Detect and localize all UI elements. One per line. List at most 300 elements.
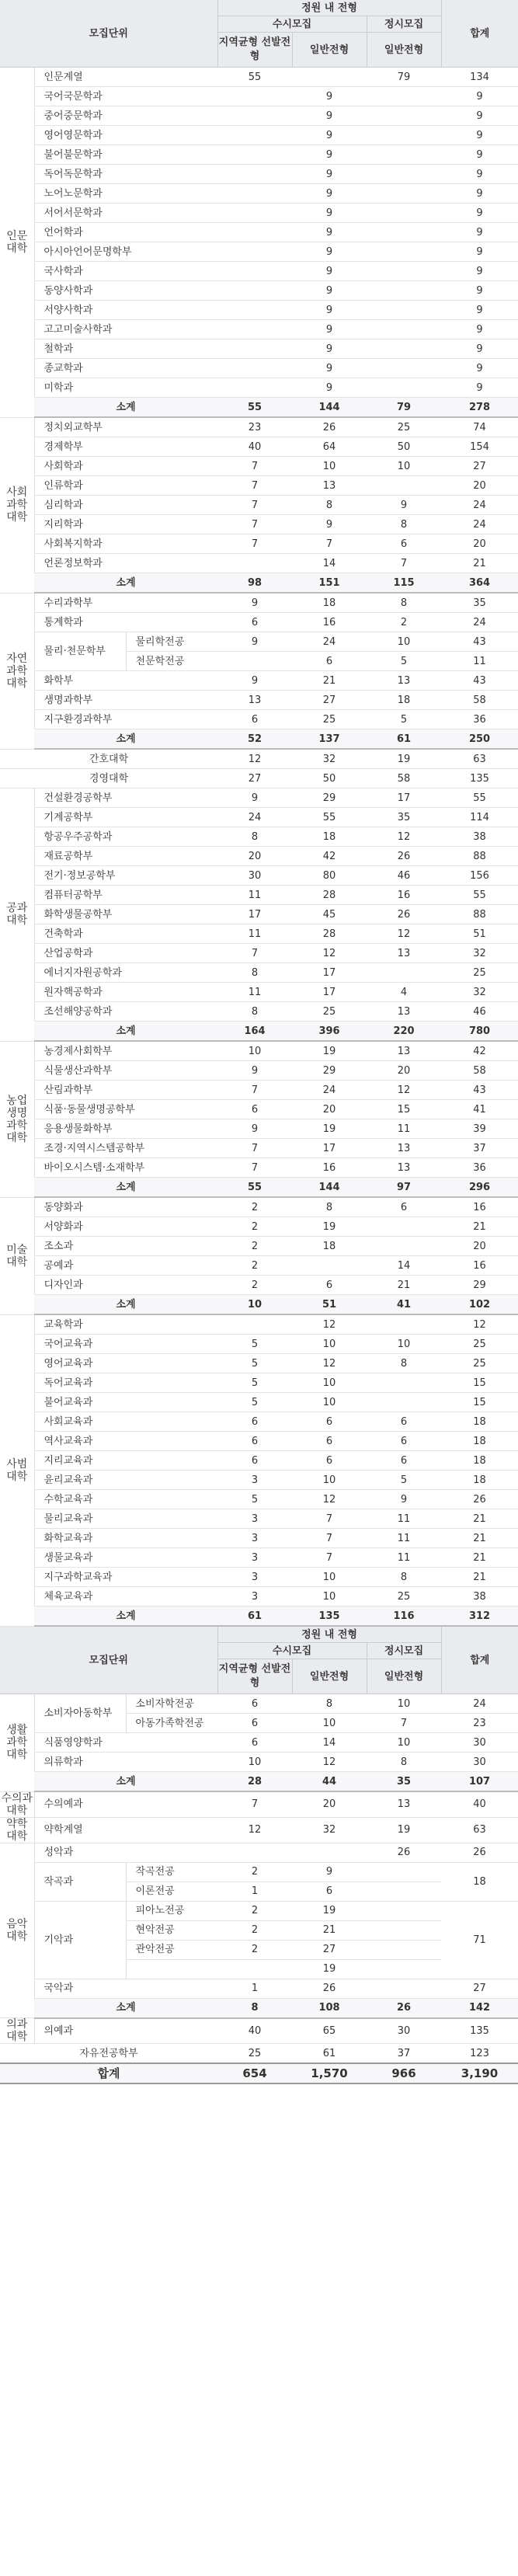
dept-name: 성악과 — [34, 1843, 217, 1862]
quota-cell: 1,570 — [292, 2063, 367, 2083]
dept-name: 원자핵공학과 — [34, 983, 217, 1002]
quota-cell: 137 — [292, 729, 367, 750]
quota-cell: 14 — [367, 1256, 441, 1276]
quota-cell — [217, 165, 292, 184]
dept-name: 지리학과 — [34, 515, 217, 534]
dept-name: 중어중문학과 — [34, 106, 217, 126]
quota-cell: 2 — [217, 1901, 292, 1920]
dept-row — [0, 301, 518, 320]
quota-cell — [217, 126, 292, 145]
total-cell: 88 — [441, 847, 518, 866]
quota-cell: 10 — [292, 1568, 367, 1587]
quota-cell: 2 — [217, 1217, 292, 1237]
quota-cell: 65 — [292, 2018, 367, 2044]
quota-cell: 20 — [367, 1061, 441, 1081]
quota-cell — [367, 378, 441, 398]
quota-cell: 12 — [292, 1354, 367, 1373]
dept-row — [0, 2044, 518, 2064]
total-cell: 156 — [441, 866, 518, 886]
major-name: 피아노전공 — [126, 1901, 217, 1920]
dept-name: 고고미술사학과 — [34, 320, 217, 339]
total-cell: 43 — [441, 632, 518, 652]
total-cell: 38 — [441, 1587, 518, 1607]
quota-cell: 3 — [217, 1471, 292, 1490]
quota-cell: 12 — [367, 924, 441, 944]
quota-cell: 26 — [292, 1979, 367, 1998]
total-cell: 63 — [441, 1817, 518, 1843]
total-cell: 134 — [441, 68, 518, 87]
quota-cell: 27 — [217, 769, 292, 788]
subtotal-row — [0, 398, 518, 418]
total-cell: 16 — [441, 1256, 518, 1276]
total-cell: 74 — [441, 417, 518, 437]
quota-cell — [367, 476, 441, 496]
dept-row — [0, 1694, 518, 1714]
total-cell: 51 — [441, 924, 518, 944]
dept-name: 역사교육과 — [34, 1432, 217, 1451]
dept-row — [0, 886, 518, 905]
quota-cell: 6 — [292, 1276, 367, 1295]
quota-cell — [217, 320, 292, 339]
quota-cell: 6 — [367, 1432, 441, 1451]
quota-cell: 19 — [292, 1217, 367, 1237]
quota-cell: 35 — [367, 1772, 441, 1792]
dept-row — [0, 1002, 518, 1022]
total-cell: 20 — [441, 1237, 518, 1256]
quota-cell — [367, 1862, 441, 1882]
dept-row — [0, 1451, 518, 1471]
quota-cell — [367, 359, 441, 378]
quota-cell — [367, 1217, 441, 1237]
quota-cell: 21 — [292, 1920, 367, 1940]
dept-row — [0, 1548, 518, 1568]
dept-name: 생물교육과 — [34, 1548, 217, 1568]
quota-cell — [217, 652, 292, 671]
total-cell: 18 — [441, 1451, 518, 1471]
dept-row — [0, 68, 518, 87]
quota-cell: 12 — [292, 944, 367, 963]
dept-row — [0, 281, 518, 301]
quota-cell — [217, 378, 292, 398]
header-regional: 지역균형 선발전형 — [217, 33, 292, 68]
dept-row — [0, 1373, 518, 1393]
header-general: 일반전형 — [292, 1659, 367, 1694]
total-cell: 114 — [441, 808, 518, 827]
college-name: 자연 과학 대학 — [0, 593, 34, 749]
quota-cell — [367, 223, 441, 242]
dept-name: 언론정보학과 — [34, 554, 217, 573]
quota-cell: 3 — [217, 1568, 292, 1587]
dept-name: 지구과학교육과 — [34, 1568, 217, 1587]
quota-cell: 9 — [292, 1862, 367, 1882]
dept-name: 정치외교학부 — [34, 417, 217, 437]
quota-cell: 80 — [292, 866, 367, 886]
total-cell: 135 — [441, 2018, 518, 2044]
dept-name: 디자인과 — [34, 1276, 217, 1295]
total-cell: 296 — [441, 1178, 518, 1198]
quota-cell: 2 — [217, 1276, 292, 1295]
total-cell: 43 — [441, 1081, 518, 1100]
quota-cell: 2 — [217, 1256, 292, 1276]
quota-cell: 6 — [367, 534, 441, 554]
quota-cell: 23 — [217, 417, 292, 437]
total-cell: 43 — [441, 671, 518, 691]
quota-cell: 19 — [367, 749, 441, 769]
quota-cell: 16 — [292, 613, 367, 632]
dept-row — [0, 1354, 518, 1373]
total-cell: 9 — [441, 242, 518, 262]
dept-row — [0, 1197, 518, 1217]
dept-name: 바이오시스템·소재학부 — [34, 1158, 217, 1178]
quota-cell: 20 — [217, 847, 292, 866]
subtotal-row — [0, 1022, 518, 1042]
quota-cell — [367, 320, 441, 339]
dept-row — [0, 1587, 518, 1607]
dept-name: 동양화과 — [34, 1197, 217, 1217]
dept-name: 경제학부 — [34, 437, 217, 457]
quota-cell: 58 — [367, 769, 441, 788]
major-name: 이론전공 — [126, 1882, 217, 1901]
quota-cell: 26 — [367, 905, 441, 924]
total-cell: 9 — [441, 320, 518, 339]
quota-cell: 61 — [217, 1607, 292, 1627]
total-cell: 15 — [441, 1373, 518, 1393]
quota-cell: 7 — [367, 1714, 441, 1733]
quota-cell: 6 — [292, 1412, 367, 1432]
dept-name: 건설환경공학부 — [34, 788, 217, 808]
quota-cell — [367, 184, 441, 204]
quota-cell — [367, 262, 441, 281]
dept-name: 의예과 — [34, 2018, 217, 2044]
quota-cell: 10 — [292, 1471, 367, 1490]
major-name: 소비자학전공 — [126, 1694, 217, 1714]
header-susi: 수시모집 — [217, 16, 367, 33]
quota-cell: 11 — [367, 1509, 441, 1529]
quota-cell: 5 — [367, 1471, 441, 1490]
quota-cell: 6 — [217, 1412, 292, 1432]
quota-cell: 10 — [367, 1733, 441, 1753]
quota-cell — [367, 1959, 441, 1979]
quota-cell: 164 — [217, 1022, 292, 1042]
dept-name: 수학교육과 — [34, 1490, 217, 1509]
dept-row — [0, 1568, 518, 1587]
quota-cell: 13 — [367, 1002, 441, 1022]
dept-row — [0, 204, 518, 223]
dept-row — [0, 671, 518, 691]
total-cell: 135 — [441, 769, 518, 788]
quota-cell: 7 — [217, 476, 292, 496]
dept-name: 영어교육과 — [34, 1354, 217, 1373]
dept-row — [0, 496, 518, 515]
dept-row — [0, 866, 518, 886]
quota-cell: 11 — [367, 1529, 441, 1548]
total-cell: 36 — [441, 1158, 518, 1178]
college-name: 사범 대학 — [0, 1314, 34, 1626]
quota-cell: 26 — [367, 1843, 441, 1862]
quota-cell — [217, 262, 292, 281]
total-cell: 18 — [441, 1471, 518, 1490]
quota-cell: 7 — [292, 1509, 367, 1529]
quota-cell: 9 — [292, 339, 367, 359]
quota-cell — [217, 339, 292, 359]
dept-row — [0, 1217, 518, 1237]
quota-cell: 7 — [217, 457, 292, 476]
total-cell: 37 — [441, 1139, 518, 1158]
quota-cell: 8 — [217, 827, 292, 847]
dept-name: 인류학과 — [34, 476, 217, 496]
quota-cell: 13 — [367, 1158, 441, 1178]
quota-cell — [367, 106, 441, 126]
quota-cell: 13 — [292, 476, 367, 496]
dept-name: 서어서문학과 — [34, 204, 217, 223]
total-cell: 21 — [441, 1529, 518, 1548]
dept-row — [0, 1119, 518, 1139]
quota-cell: 14 — [292, 1733, 367, 1753]
dept-row — [0, 1256, 518, 1276]
quota-cell: 40 — [217, 437, 292, 457]
quota-cell: 8 — [367, 593, 441, 613]
quota-cell: 9 — [292, 126, 367, 145]
quota-cell: 64 — [292, 437, 367, 457]
quota-cell: 12 — [292, 1490, 367, 1509]
quota-cell: 12 — [292, 1753, 367, 1772]
quota-cell — [217, 281, 292, 301]
dept-name: 식물생산과학부 — [34, 1061, 217, 1081]
dept-row — [0, 184, 518, 204]
quota-cell: 6 — [217, 1100, 292, 1119]
total-cell: 25 — [441, 1335, 518, 1354]
total-cell: 25 — [441, 1354, 518, 1373]
header-total: 합계 — [441, 1626, 518, 1694]
dept-row — [0, 126, 518, 145]
quota-cell: 10 — [292, 1587, 367, 1607]
dept-row — [0, 1412, 518, 1432]
dept-row — [0, 1061, 518, 1081]
dept-row — [0, 983, 518, 1002]
total-cell: 250 — [441, 729, 518, 750]
quota-cell: 18 — [292, 827, 367, 847]
dept-row — [0, 1081, 518, 1100]
quota-cell: 24 — [292, 1081, 367, 1100]
quota-cell: 10 — [292, 457, 367, 476]
dept-name: 서양화과 — [34, 1217, 217, 1237]
dept-name: 조소과 — [34, 1237, 217, 1256]
total-cell: 21 — [441, 1568, 518, 1587]
dept-name: 기계공학부 — [34, 808, 217, 827]
dept-name: 응용생물화학부 — [34, 1119, 217, 1139]
total-cell: 9 — [441, 184, 518, 204]
quota-cell: 16 — [292, 1158, 367, 1178]
dept-row — [0, 1843, 518, 1862]
total-cell: 27 — [441, 457, 518, 476]
quota-cell: 19 — [292, 1959, 367, 1979]
total-cell: 9 — [441, 223, 518, 242]
dept-row — [0, 1041, 518, 1061]
quota-cell: 144 — [292, 1178, 367, 1198]
dept-name: 독어교육과 — [34, 1373, 217, 1393]
total-cell: 36 — [441, 710, 518, 729]
header-jeongsi: 정시모집 — [367, 16, 441, 33]
total-cell: 102 — [441, 1295, 518, 1315]
total-cell: 21 — [441, 554, 518, 573]
quota-cell: 12 — [367, 827, 441, 847]
header-jeongsi: 정시모집 — [367, 1643, 441, 1659]
quota-cell: 9 — [217, 632, 292, 652]
total-cell: 20 — [441, 534, 518, 554]
dept-name: 조경·지역시스템공학부 — [34, 1139, 217, 1158]
dept-row — [0, 165, 518, 184]
total-cell: 9 — [441, 301, 518, 320]
quota-cell: 17 — [292, 1139, 367, 1158]
dept-row — [0, 1393, 518, 1412]
dept-name: 국어국문학과 — [34, 87, 217, 106]
dept-name: 지리교육과 — [34, 1451, 217, 1471]
total-cell: 41 — [441, 1100, 518, 1119]
dept-row — [0, 1901, 518, 1920]
quota-cell: 5 — [367, 710, 441, 729]
total-cell: 88 — [441, 905, 518, 924]
quota-cell — [217, 223, 292, 242]
total-cell: 55 — [441, 886, 518, 905]
quota-cell: 8 — [292, 1694, 367, 1714]
dept-name: 종교학과 — [34, 359, 217, 378]
dept-name: 국악과 — [34, 1979, 217, 1998]
quota-cell: 10 — [367, 1694, 441, 1714]
quota-cell: 6 — [292, 652, 367, 671]
quota-cell — [367, 301, 441, 320]
dept-row — [0, 417, 518, 437]
dept-row — [0, 320, 518, 339]
total-cell: 364 — [441, 573, 518, 594]
total-cell: 278 — [441, 398, 518, 418]
quota-cell: 17 — [217, 905, 292, 924]
header-regional: 지역균형 선발전형 — [217, 1659, 292, 1694]
total-cell: 9 — [441, 262, 518, 281]
quota-cell: 9 — [217, 671, 292, 691]
quota-cell: 26 — [367, 847, 441, 866]
quota-cell — [217, 106, 292, 126]
quota-cell: 7 — [217, 1158, 292, 1178]
quota-cell: 7 — [217, 944, 292, 963]
total-cell: 18 — [441, 1862, 518, 1901]
quota-cell: 9 — [292, 204, 367, 223]
college-name: 생활 과학 대학 — [0, 1694, 34, 1792]
dept-row — [0, 262, 518, 281]
dept-name: 지구환경과학부 — [34, 710, 217, 729]
quota-cell: 12 — [217, 749, 292, 769]
quota-cell: 25 — [367, 1587, 441, 1607]
total-cell: 21 — [441, 1548, 518, 1568]
quota-cell — [367, 1920, 441, 1940]
subtotal-label: 소계 — [34, 1607, 217, 1627]
dept-name: 동양사학과 — [34, 281, 217, 301]
dept-name: 노어노문학과 — [34, 184, 217, 204]
quota-cell: 27 — [292, 691, 367, 710]
quota-cell — [217, 301, 292, 320]
quota-cell — [217, 204, 292, 223]
subtotal-label: 소계 — [34, 1295, 217, 1315]
quota-cell: 41 — [367, 1295, 441, 1315]
quota-cell: 1 — [217, 1882, 292, 1901]
dept-name: 교육학과 — [34, 1314, 217, 1335]
total-cell: 55 — [441, 788, 518, 808]
dept-name: 전기·정보공학부 — [34, 866, 217, 886]
subtotal-row — [0, 573, 518, 594]
total-cell: 9 — [441, 126, 518, 145]
major-name: 물리학전공 — [126, 632, 217, 652]
header-unit: 모집단위 — [0, 1626, 217, 1694]
quota-cell: 9 — [217, 788, 292, 808]
quota-cell: 10 — [217, 1753, 292, 1772]
quota-cell: 9 — [292, 165, 367, 184]
quota-cell: 116 — [367, 1607, 441, 1627]
subtotal-label: 소계 — [34, 398, 217, 418]
dept-name: 수의예과 — [34, 1791, 217, 1817]
quota-cell — [217, 145, 292, 165]
quota-cell: 9 — [367, 1490, 441, 1509]
quota-cell: 9 — [292, 515, 367, 534]
quota-cell — [367, 281, 441, 301]
quota-cell: 9 — [292, 378, 367, 398]
quota-cell: 7 — [217, 1791, 292, 1817]
total-cell: 42 — [441, 1041, 518, 1061]
dept-name: 기악과 — [34, 1901, 126, 1979]
dept-name: 식품영양학과 — [34, 1733, 217, 1753]
dept-row — [0, 827, 518, 847]
dept-name: 독어독문학과 — [34, 165, 217, 184]
dept-name: 물리·천문학부 — [34, 632, 126, 671]
quota-cell — [217, 1959, 292, 1979]
total-cell: 12 — [441, 1314, 518, 1335]
total-cell: 30 — [441, 1753, 518, 1772]
total-cell: 11 — [441, 652, 518, 671]
quota-cell: 26 — [367, 1998, 441, 2018]
quota-cell: 2 — [367, 613, 441, 632]
major-name: 현악전공 — [126, 1920, 217, 1940]
quota-cell: 50 — [367, 437, 441, 457]
dept-name: 물리교육과 — [34, 1509, 217, 1529]
quota-cell: 8 — [292, 1197, 367, 1217]
quota-cell: 9 — [367, 496, 441, 515]
total-cell: 21 — [441, 1509, 518, 1529]
dept-row — [0, 788, 518, 808]
quota-cell: 9 — [292, 106, 367, 126]
subtotal-row — [0, 1772, 518, 1792]
dept-row — [0, 534, 518, 554]
dept-name: 인문계열 — [34, 68, 217, 87]
quota-cell: 7 — [292, 1529, 367, 1548]
quota-cell: 79 — [367, 398, 441, 418]
total-cell: 21 — [441, 1217, 518, 1237]
total-cell: 46 — [441, 1002, 518, 1022]
quota-cell: 30 — [217, 866, 292, 886]
quota-cell: 13 — [217, 691, 292, 710]
dept-name: 체육교육과 — [34, 1587, 217, 1607]
dept-row — [0, 963, 518, 983]
dept-row — [0, 1335, 518, 1354]
quota-cell: 9 — [292, 184, 367, 204]
quota-cell: 11 — [217, 983, 292, 1002]
quota-cell — [367, 1373, 441, 1393]
dept-name: 국사학과 — [34, 262, 217, 281]
quota-cell: 42 — [292, 847, 367, 866]
quota-cell: 9 — [292, 320, 367, 339]
dept-row — [0, 691, 518, 710]
quota-cell: 115 — [367, 573, 441, 594]
dept-name: 철학과 — [34, 339, 217, 359]
quota-cell: 8 — [367, 515, 441, 534]
dept-name: 아시아언어문명학부 — [34, 242, 217, 262]
